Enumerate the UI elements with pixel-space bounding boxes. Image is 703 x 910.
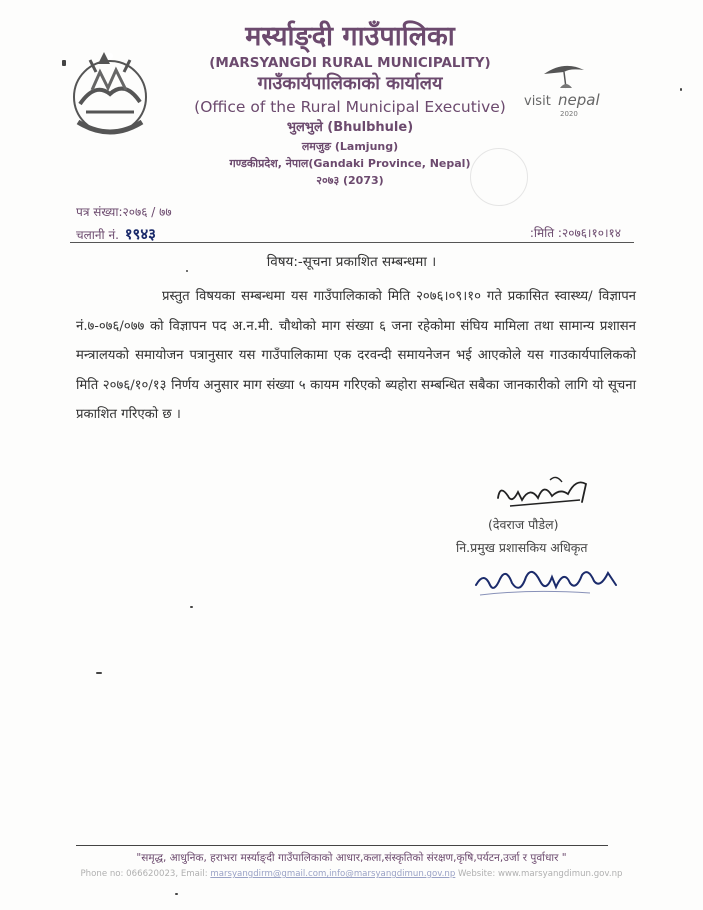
scan-speck — [190, 606, 193, 608]
handwritten-date-icon — [470, 555, 630, 605]
footer-motto: "समृद्ध, आधुनिक, हराभरा मर्स्याङ्दी गाउँपालिकाको आधार,कला,संस्कृतिको संरक्षण,कृषि,पर्यटन,उर्जा र पुर्वाधार " — [136, 852, 567, 864]
scan-speck — [96, 672, 102, 674]
municipality-name-en: (MARSYANGDI RURAL MUNICIPALITY) — [209, 55, 491, 71]
header-divider — [70, 242, 634, 243]
signatory-name: (देवराज पौडेल) — [488, 517, 559, 532]
dispatch-number-value: १९४३ — [124, 225, 156, 243]
place-name: भुलभुले (Bhulbhule) — [286, 120, 414, 135]
office-name-np: गाउँकार्यपालिकाको कार्यालय — [257, 73, 443, 94]
established-year: २०७३ (2073) — [316, 174, 384, 187]
municipality-name-np: मर्स्याङ्दी गाउँपालिका — [245, 21, 455, 52]
letter-body: प्रस्तुत विषयका सम्बन्धमा यस गाउँपालिकाको मिति २०७६।०९।१० गते प्रकासित स्वास्थ्य/ विज्ञापन नं.७-०७६/०७७ को विज्ञापन पद अ.न.मी. चौथोको माग संख्या ६ जना रहेकोमा संघिय मामिला तथा सामान्य प्रशासन मन्त्रालयको समायोजन पत्रानुसार यस गाउँपालिकामा एक दरवन्दी समायनेजन भई आएकोले यस गाउकार्यपालिकको मिति २०७६/१०/१३ निर्णय अनुसार माग संख्या ५ कायम गरिएको ब्यहोरा सम्बन्धित सबैका जानकारीको लागि यो सूचना प्रकाशित गरिएको छ । — [76, 289, 636, 422]
office-name-en: (Office of the Rural Municipal Executive) — [194, 98, 506, 116]
dispatch-number-label: चलानी नं. — [76, 228, 119, 242]
letter-number-label: पत्र संख्या: — [76, 205, 123, 219]
date-line — [530, 224, 621, 241]
scan-speck — [680, 88, 682, 91]
footer-email-link[interactable]: marsyangdirm@gmail.com,info@marsyangdimun.gov.np — [210, 869, 456, 879]
province-name: गण्डकीप्रदेश, नेपाल(Gandaki Province, Nepal) — [229, 157, 471, 170]
scan-speck — [62, 60, 66, 66]
letter-number-value: २०७६ / ७७ — [122, 205, 172, 219]
footer-contact — [0, 869, 703, 879]
visit-logo-year-text: 2020 — [560, 110, 578, 118]
date-label: :मिति : — [529, 226, 562, 240]
footer-phone: Phone no: 066620023, Email: — [80, 869, 211, 879]
date-value: २०७६।१०।१४ — [561, 226, 621, 240]
nepal-emblem-icon — [60, 42, 160, 142]
footer-divider — [76, 845, 608, 846]
signatory-title: नि.प्रमुख प्रशासकिय अधिकृत — [456, 540, 588, 555]
visit-nepal-2020-logo — [520, 58, 610, 122]
visit-logo-nepal-text: nepal — [558, 91, 600, 109]
footer-website: Website: www.marsyangdimun.gov.np — [455, 869, 623, 879]
signature-icon — [490, 470, 600, 520]
visit-logo-visit-text: visit — [524, 94, 551, 109]
dispatch-number-line — [76, 224, 156, 244]
scan-speck — [186, 270, 188, 272]
scan-speck — [175, 893, 178, 895]
letter-subject: विषय:-सूचना प्रकाशित सम्बन्धमा । — [266, 254, 437, 270]
faint-stamp-mark — [470, 148, 528, 206]
letter-number-line — [76, 203, 172, 220]
district-name: लमजुङ (Lamjung) — [301, 140, 399, 153]
